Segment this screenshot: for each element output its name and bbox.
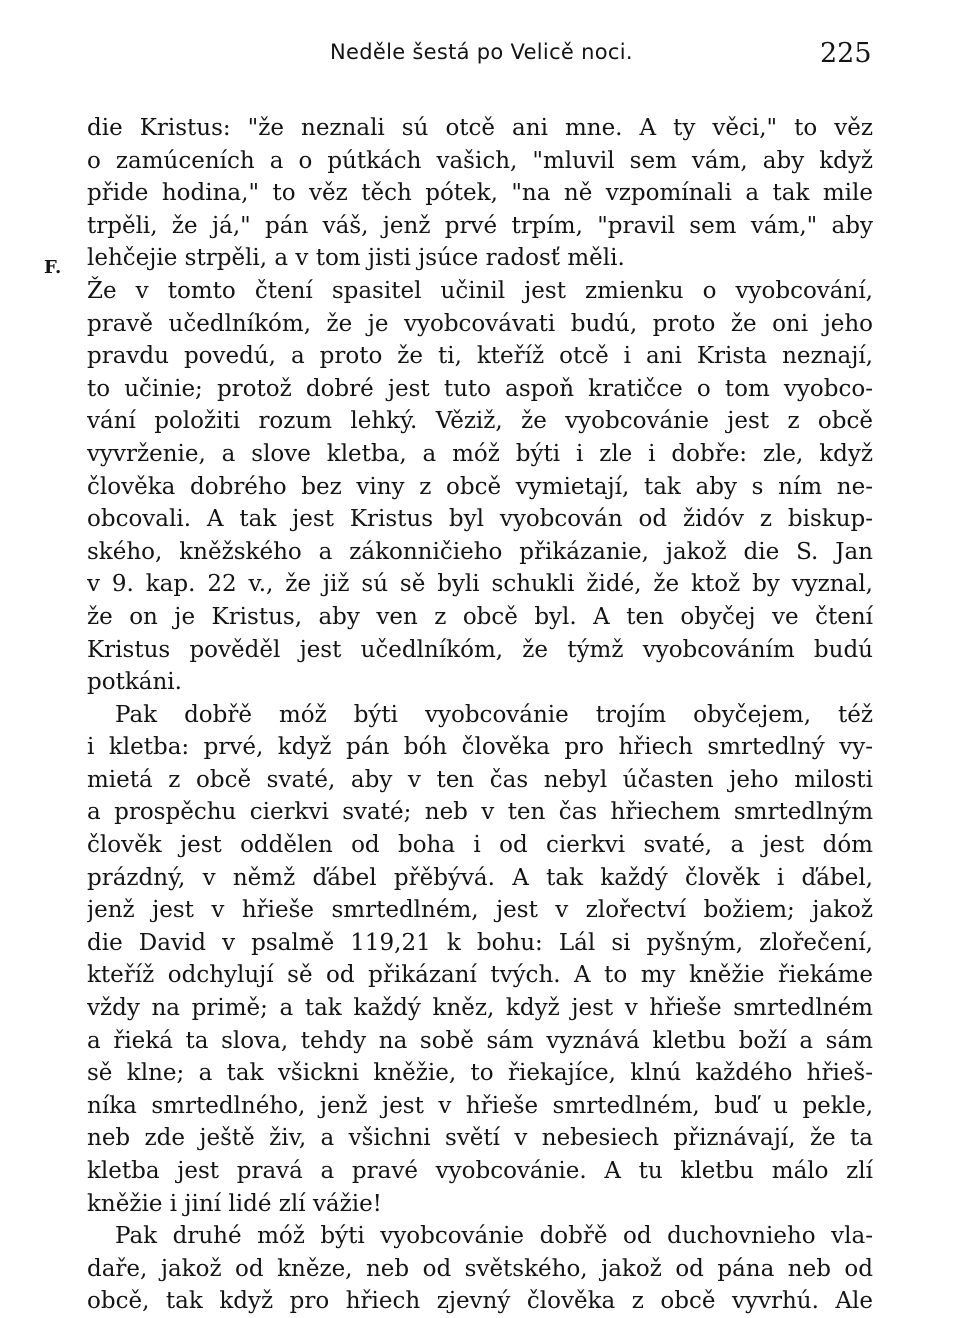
text-line: kletba jest pravá a pravé vyobcovánie. A tu kletbu málo zlí bbox=[87, 1158, 873, 1184]
text-line: vání položiti rozum lehký. Věziž, že vyobcovánie jest z obcě bbox=[87, 408, 873, 435]
text-line: to učinie; protož dobré jest tuto aspoň kratičce o tom vyobco- bbox=[87, 375, 873, 402]
text-line: jenž jest v hřieše smrtedlném, jest v zlořectví božiem; jakož bbox=[87, 897, 873, 924]
text-line: prázdný, v němž ďábel přěbývá. A tak každý člověk i ďábel, bbox=[87, 864, 873, 891]
text-line: níka smrtedlného, jenž jest v hřieše smrtedlném, buď u pekle, bbox=[87, 1092, 873, 1119]
text-line: člověk jest oddělen od boha i od cierkvi svaté, a jest dóm bbox=[87, 832, 873, 859]
page-number: 225 bbox=[820, 38, 872, 69]
margin-mark: F. bbox=[44, 257, 62, 278]
text-line: v 9. kap. 22 v., že již sú sě byli schukli židé, že ktož by vyznal, bbox=[87, 571, 873, 598]
text-line: kněžie i jiní lidé zlí vážie! bbox=[87, 1190, 382, 1217]
text-line: i kletba: prvé, když pán bóh člověka pro hřiech smrtedlný vy- bbox=[87, 734, 873, 761]
text-line: die Kristus: "že neznali sú otcě ani mne. A ty věci," to věz bbox=[87, 115, 873, 141]
running-head bbox=[0, 40, 960, 70]
body-text bbox=[87, 112, 873, 1318]
text-line: potkáni. bbox=[87, 669, 182, 696]
text-line: Kristus pověděl jest učedlníkóm, že týmž vyobcováním budú bbox=[87, 636, 873, 663]
text-line: vždy na primě; a tak každý kněz, když jest v hřieše smrtedlném bbox=[87, 995, 873, 1022]
text-line: a řieká ta slova, tehdy na sobě sám vyznává kletbu boží a sám bbox=[87, 1027, 873, 1054]
text-line: daře, jakož od kněze, neb od světského, jakož od pána neb od bbox=[87, 1255, 873, 1282]
text-line: pravě učedlníkóm, že je vyobcovávati budú, proto že oni jeho bbox=[87, 310, 873, 337]
text-line: die David v psalmě 119,21 k bohu: Lál si pyšným, zlořečení, bbox=[87, 929, 873, 956]
running-title: Neděle šestá po Velicě noci. bbox=[330, 40, 633, 64]
text-line: trpěli, že já," pán váš, jenž prvé trpím, "pravil sem vám," aby bbox=[87, 212, 873, 239]
text-line: vyvrženie, a slove kletba, a móž býti i zle i dobře: zle, když bbox=[87, 440, 873, 467]
text-line: obcě, tak když pro hřiech zjevný člověka z obcě vyvrhú. Ale bbox=[87, 1288, 873, 1315]
text-line: ského, kněžského a zákonničieho přikázanie, jakož die S. Jan bbox=[87, 538, 873, 565]
text-line: neb zde ještě živ, a všichni světí v nebesiech přiznávají, že ta bbox=[87, 1125, 873, 1152]
text-line: obcovali. A tak jest Kristus byl vyobcován od židóv z biskup- bbox=[87, 506, 873, 533]
text-line: lehčejie strpěli, a v tom jisti jsúce radosť měli. bbox=[87, 245, 625, 272]
text-line: Že v tomto čtení spasitel učinil jest zmienku o vyobcování, bbox=[87, 277, 873, 304]
text-line: sě klne; a tak všickni kněžie, to řiekajíce, klnú každého hřieš- bbox=[87, 1060, 873, 1087]
text-line: o zamúceních a o pútkách vašich, "mluvil sem vám, aby když bbox=[87, 147, 873, 174]
text-line: že on je Kristus, aby ven z obcě byl. A ten obyčej ve čtení bbox=[87, 603, 873, 630]
text-line: Pak druhé móž býti vyobcovánie dobřě od duchovnieho vla- bbox=[115, 1223, 873, 1250]
text-line: a prospěchu cierkvi svaté; neb v ten čas hřiechem smrtedlným bbox=[87, 799, 873, 826]
text-line: Pak dobřě móž býti vyobcovánie trojím obyčejem, též bbox=[115, 701, 873, 728]
text-line: kteříž odchylují sě od přikázaní tvých. A to my kněžie řiekáme bbox=[87, 962, 873, 989]
text-line: člověka dobrého bez viny z obcě vymietají, tak aby s ním ne- bbox=[87, 473, 873, 500]
text-line: přide hodina," to věz těch pótek, "na ně vzpomínali a tak mile bbox=[87, 180, 873, 207]
text-line: pravdu povedú, a proto že ti, kteříž otcě i ani Krista neznají, bbox=[87, 343, 873, 370]
text-line: mietá z obcě svaté, aby v ten čas nebyl účasten jeho milosti bbox=[87, 766, 873, 793]
